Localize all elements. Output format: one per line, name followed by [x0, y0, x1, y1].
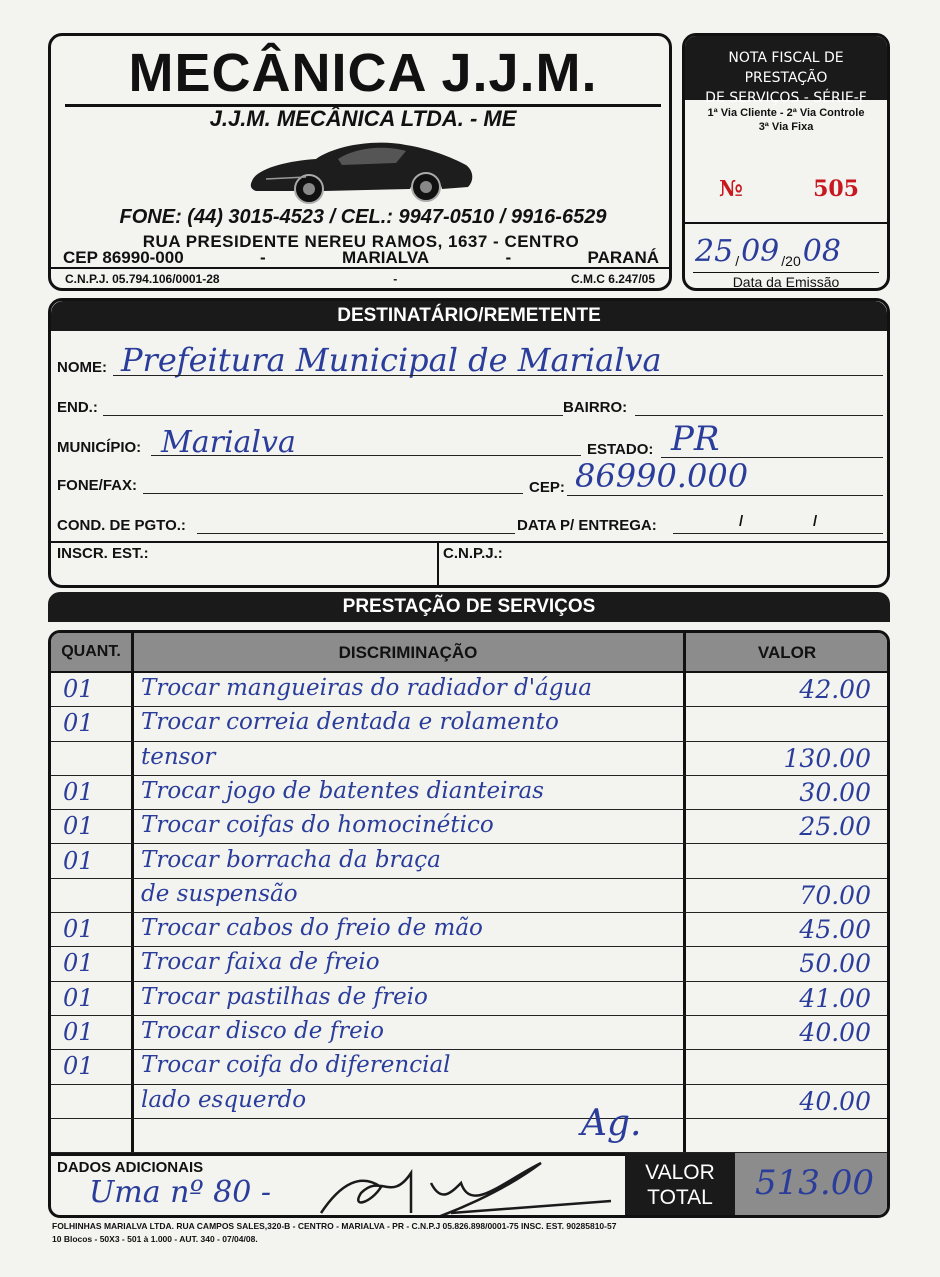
row-description: Trocar correia dentada e rolamento: [141, 709, 559, 736]
copies-line2: 3ª Via Fixa: [758, 121, 814, 133]
table-row: [51, 947, 887, 981]
cep: CEP 86990-000: [63, 248, 184, 267]
company-cnpj: C.N.P.J. 05.794.106/0001-28: [65, 272, 220, 286]
date-day: 25: [695, 234, 734, 269]
signature-icon: [301, 1153, 621, 1218]
col-desc-header: DISCRIMINAÇÃO: [338, 643, 478, 662]
row-value: 41.00: [799, 983, 871, 1013]
table-row: [51, 810, 887, 844]
row-description: Trocar disco de freio: [141, 1018, 384, 1044]
divider: [437, 541, 439, 587]
date-slash: /: [813, 513, 818, 530]
row-quantity: 01: [63, 675, 94, 703]
row-quantity: 01: [63, 915, 94, 944]
invoice-title-line1: NOTA FISCAL DE PRESTAÇÃO: [728, 50, 844, 86]
printer-line2: 10 Blocos - 50X3 - 501 à 1.000 - AUT. 340 - 07/04/08.: [52, 1234, 258, 1244]
row-value: 40.00: [799, 1086, 871, 1116]
total-value-box: [735, 1153, 887, 1215]
total-label-line1: VALOR: [645, 1161, 715, 1184]
total-value: 513.00: [755, 1163, 874, 1203]
printer-line1: FOLHINHAS MARIALVA LTDA. RUA CAMPOS SALES,320-B - CENTRO - MARIALVA - PR - C.N.P.J 05.826.898/0001-75 INSC. EST. 90285810-57: [52, 1221, 617, 1231]
recipient-section: [48, 298, 890, 588]
number-symbol: №: [719, 176, 743, 202]
company-cep-city: [59, 248, 663, 268]
estado-label: ESTADO:: [587, 441, 654, 458]
row-description: Trocar coifa do diferencial: [141, 1052, 451, 1079]
number-value: 505: [813, 176, 859, 202]
cep-label: CEP:: [529, 479, 565, 496]
car-logo-icon: [246, 131, 476, 207]
end-line: [103, 415, 563, 416]
services-title: PRESTAÇÃO DE SERVIÇOS: [48, 592, 890, 622]
copies-note: [685, 106, 887, 134]
table-row: [51, 707, 887, 741]
data-entrega-line: [673, 533, 883, 534]
bairro-label: BAIRRO:: [563, 399, 628, 416]
end-label: END.:: [57, 399, 98, 416]
invoice-title-line2: DE SERVIÇOS - SÉRIE-F: [705, 90, 867, 106]
row-description: Trocar jogo de batentes dianteiras: [141, 777, 544, 804]
total-label: [625, 1153, 735, 1215]
table-row: [51, 1085, 887, 1119]
state: PARANÁ: [587, 248, 659, 267]
table-row: [51, 913, 887, 947]
row-description: Trocar pastilhas de freio: [141, 983, 428, 1010]
municipio-value: Marialva: [161, 425, 296, 460]
municipio-label: MUNICÍPIO:: [57, 439, 142, 456]
date-year: 08: [802, 234, 841, 269]
copies-line1: 1ª Via Cliente - 2ª Via Controle: [707, 107, 865, 119]
table-header: [51, 633, 887, 673]
municipio-line: [151, 455, 581, 456]
table-row: [51, 742, 887, 776]
row-quantity: 01: [63, 812, 94, 841]
cnpj-label: C.N.P.J.:: [443, 545, 503, 562]
row-description: de suspensão: [141, 880, 298, 907]
company-legal-name: J.J.M. MECÂNICA LTDA. - ME: [209, 106, 517, 131]
row-quantity: 01: [63, 709, 94, 738]
table-row: [51, 1016, 887, 1050]
separator: -: [505, 248, 512, 267]
row-value: 130.00: [783, 743, 871, 773]
divider: [685, 222, 887, 224]
table-row: [51, 845, 887, 879]
cond-pgto-label: COND. DE PGTO.:: [57, 517, 186, 534]
divider: [51, 267, 669, 269]
company-cmc: C.M.C 6.247/05: [570, 272, 655, 286]
row-description: Trocar faixa de freio: [141, 949, 380, 976]
date-separator: /: [735, 253, 740, 269]
row-description: Trocar borracha da braça: [141, 846, 441, 873]
table-row: [51, 982, 887, 1016]
nome-line: [113, 375, 883, 376]
row-quantity: 01: [63, 777, 94, 806]
dados-adicionais-label: DADOS ADICIONAIS: [57, 1159, 204, 1176]
bairro-line: [635, 415, 883, 416]
col-quant-header: QUANT.: [61, 643, 121, 660]
row-value: 45.00: [799, 915, 871, 945]
nome-value: Prefeitura Municipal de Marialva: [121, 341, 662, 379]
row-quantity: 01: [63, 983, 94, 1012]
cep-line: [567, 495, 883, 496]
company-header: [48, 33, 672, 291]
table-row: [51, 776, 887, 810]
row-description: lado esquerdo: [141, 1086, 307, 1113]
row-value: 30.00: [799, 777, 871, 807]
city: MARIALVA: [342, 248, 430, 267]
fone-label: FONE/FAX:: [57, 477, 138, 494]
col-valor-header: VALOR: [757, 643, 817, 662]
nome-label: NOME:: [57, 359, 107, 376]
row-quantity: 01: [63, 1052, 94, 1081]
row-description: Trocar cabos do freio de mão: [141, 915, 483, 942]
row-quantity: 01: [63, 949, 94, 978]
table-row: [51, 1050, 887, 1084]
table-row: [51, 1119, 887, 1153]
row-value: 25.00: [799, 812, 871, 842]
services-table: [48, 630, 890, 1218]
row-quantity: 01: [63, 846, 94, 875]
row-description: Trocar coifas do homocinético: [141, 812, 494, 839]
fone-line: [143, 493, 523, 494]
company-phones: FONE: (44) 3015-4523 / CEL.: 9947-0510 / 9916-6529: [119, 206, 607, 228]
printer-info: [52, 1220, 912, 1246]
data-entrega-label: DATA P/ ENTREGA:: [517, 517, 657, 534]
row-quantity: 01: [63, 1018, 94, 1046]
company-name: MECÂNICA J.J.M.: [128, 43, 598, 103]
separator: -: [393, 272, 398, 286]
table-row: [51, 879, 887, 913]
estado-value: PR: [671, 419, 720, 459]
recipient-title: DESTINATÁRIO/REMETENTE: [51, 301, 887, 331]
row-value: 40.00: [799, 1018, 871, 1047]
company-registrations: [65, 272, 655, 286]
date-line: [693, 272, 879, 273]
row-description: tensor: [141, 743, 216, 770]
separator: -: [260, 248, 266, 267]
dados-adicionais-value: Uma nº 80 -: [89, 1175, 271, 1210]
date-month: 09: [741, 234, 780, 269]
row-value: 42.00: [799, 675, 871, 704]
date-slash: /: [739, 513, 744, 530]
emission-date: [691, 234, 881, 269]
initials-mark: Ag.: [581, 1103, 642, 1144]
total-label-line2: TOTAL: [647, 1186, 713, 1209]
row-description: Trocar mangueiras do radiador d'água: [141, 675, 593, 701]
date-separator: /20: [781, 253, 801, 269]
table-row: [51, 673, 887, 707]
date-label: Data da Emissão: [732, 274, 840, 290]
company-address: RUA PRESIDENTE NEREU RAMOS, 1637 - CENTRO: [142, 232, 580, 251]
row-value: 50.00: [799, 949, 871, 979]
invoice-info: [682, 33, 890, 291]
cep-value: 86990.000: [575, 457, 749, 495]
cond-pgto-line: [197, 533, 515, 534]
invoice-number: [719, 176, 859, 202]
invoice-title: [685, 36, 887, 106]
inscr-est-label: INSCR. EST.:: [57, 545, 149, 562]
divider: [51, 541, 887, 543]
row-value: 70.00: [799, 880, 871, 910]
